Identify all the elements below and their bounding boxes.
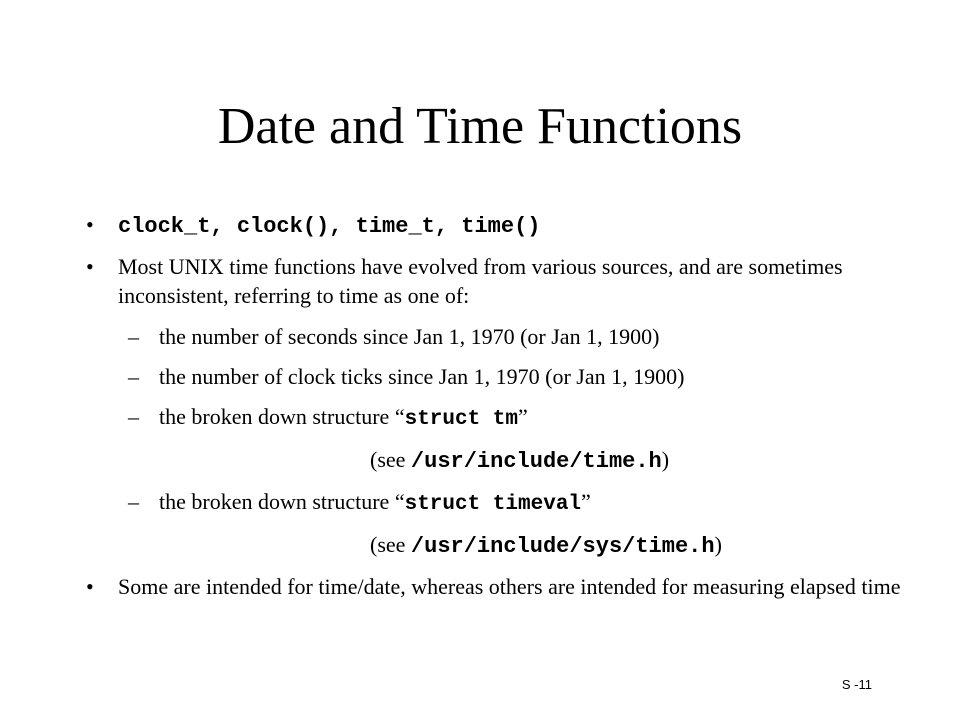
sub-item-text-prefix: the broken down structure “ <box>159 489 405 514</box>
see-suffix: ) <box>661 447 670 472</box>
dash-icon: – <box>128 364 139 389</box>
bullet-list <box>86 210 906 601</box>
bullet-item-unix-time <box>86 252 906 310</box>
bullet-icon: • <box>86 212 94 237</box>
page-number: S -11 <box>841 677 872 692</box>
sub-item-text: the number of seconds since Jan 1, 1970 (or Jan 1, 1900) <box>159 324 660 349</box>
see-prefix: (see <box>370 532 411 557</box>
bullet-text: Some are intended for time/date, whereas others are intended for measuring elapsed time <box>118 574 901 599</box>
sub-item-text-suffix: ” <box>581 489 591 514</box>
slide-title: Date and Time Functions <box>217 98 743 155</box>
struct-timeval-code: struct timeval <box>404 493 582 516</box>
bullet-icon: • <box>86 254 94 279</box>
dash-icon: – <box>128 324 139 349</box>
sub-item-text-prefix: the broken down structure “ <box>159 404 405 429</box>
see-suffix: ) <box>714 532 722 557</box>
sub-item-text: the number of clock ticks since Jan 1, 1970 (or Jan 1, 1900) <box>159 364 685 389</box>
dash-icon: – <box>128 489 139 514</box>
sub-item-text-suffix: ” <box>518 404 528 429</box>
sub-item-struct-tm <box>86 402 906 434</box>
bullet-icon: • <box>86 574 94 599</box>
see-note-time-h <box>86 445 906 476</box>
bullet-text: Most UNIX time functions have evolved from various sources, and are sometimes inconsistent, referring to time as one of: <box>118 254 843 308</box>
sub-item-struct-timeval <box>86 487 906 519</box>
time-h-path: /usr/include/time.h <box>410 449 662 474</box>
sys-time-h-path: /usr/include/sys/time.h <box>410 534 715 559</box>
bullet-item-functions <box>86 210 906 241</box>
see-prefix: (see <box>370 447 411 472</box>
dash-icon: – <box>128 404 139 429</box>
bullet-item-elapsed-time <box>86 572 906 601</box>
function-list-code: clock_t, clock(), time_t, time() <box>118 214 541 239</box>
sub-item-clock-ticks <box>86 362 906 391</box>
struct-tm-code: struct tm <box>404 408 519 431</box>
see-note-sys-time-h <box>86 530 906 561</box>
sub-item-seconds <box>86 322 906 351</box>
